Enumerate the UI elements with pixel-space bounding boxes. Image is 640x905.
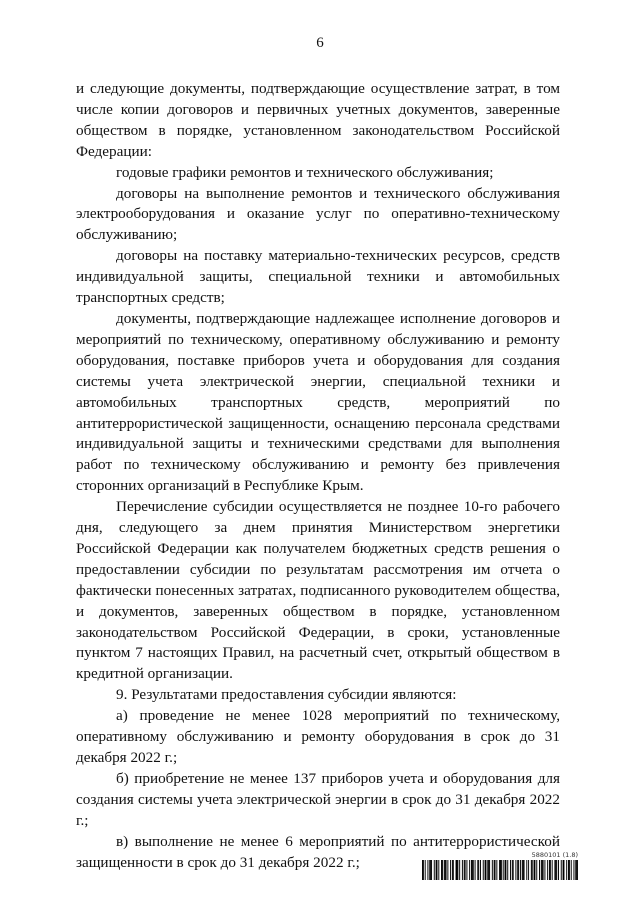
paragraph-section-9: 9. Результатами предоставления субсидии являются: [116,686,457,704]
paragraph-result-c: в) выполнение не менее 6 мероприятий по антитеррористической защищенности в срок до 31 декабря 2022 г.; [76,832,560,871]
document-body [76,79,560,873]
barcode-caption: 5880101 (1.8) [531,851,578,859]
paragraph-subsidy-transfer: Перечисление субсидии осуществляется не позднее 10-го рабочего дня, следующего за днем принятия Министерством энергетики Российской Федерации как получателем бюджетных средств решения о предоставлении субсидии по результатам рассмотрения им отчета о фактически понесенных затратах, подписанного руководителем общества, и документов, заверенных обществом в порядке, установленном законодательством Российской Федерации, в сроки, установленные пунктом 7 настоящих Правил, на расчетный счет, открытый обществом в кредитной организации. [76,498,560,683]
paragraph-list-item: договоры на выполнение ремонтов и технического обслуживания электрооборудования и оказание услуг по оперативно-техническому обслуживанию; [76,184,560,244]
barcode-block [422,851,578,887]
paragraph-result-b: б) приобретение не менее 137 приборов учета и оборудования для создания системы учета электрической энергии в срок до 31 декабря 2022 г.; [76,769,560,829]
paragraph-intro: и следующие документы, подтверждающие осуществление затрат, в том числе копии договоров и первичных учетных документов, заверенные обществом в порядке, установленном законодательством Российской Федерации: [76,80,560,160]
barcode-icon [422,860,578,880]
page-number: 6 [316,35,324,51]
paragraph-list-item: годовые графики ремонтов и технического обслуживания; [116,163,494,181]
paragraph-list-item: договоры на поставку материально-технических ресурсов, средств индивидуальной защиты, специальной техники и автомобильных транспортных средств; [76,247,560,307]
paragraph-result-a: а) проведение не менее 1028 мероприятий по техническому, оперативному обслуживанию и ремонту оборудования в срок до 31 декабря 2022 г.; [76,707,560,766]
paragraph-list-item: документы, подтверждающие надлежащее исполнение договоров и мероприятий по техническому, оперативному обслуживанию и ремонту оборудования, поставке приборов учета и оборудования для создания системы учета электрической энергии, специальной техники и автомобильных транспортных средств, мероприятий по антитеррористической защищенности, оснащению персонала средствами индивидуальной защиты и техническими средствами для выполнения работ по техническому обслуживанию и ремонту без привлечения сторонних организаций в Республике Крым. [76,309,560,495]
